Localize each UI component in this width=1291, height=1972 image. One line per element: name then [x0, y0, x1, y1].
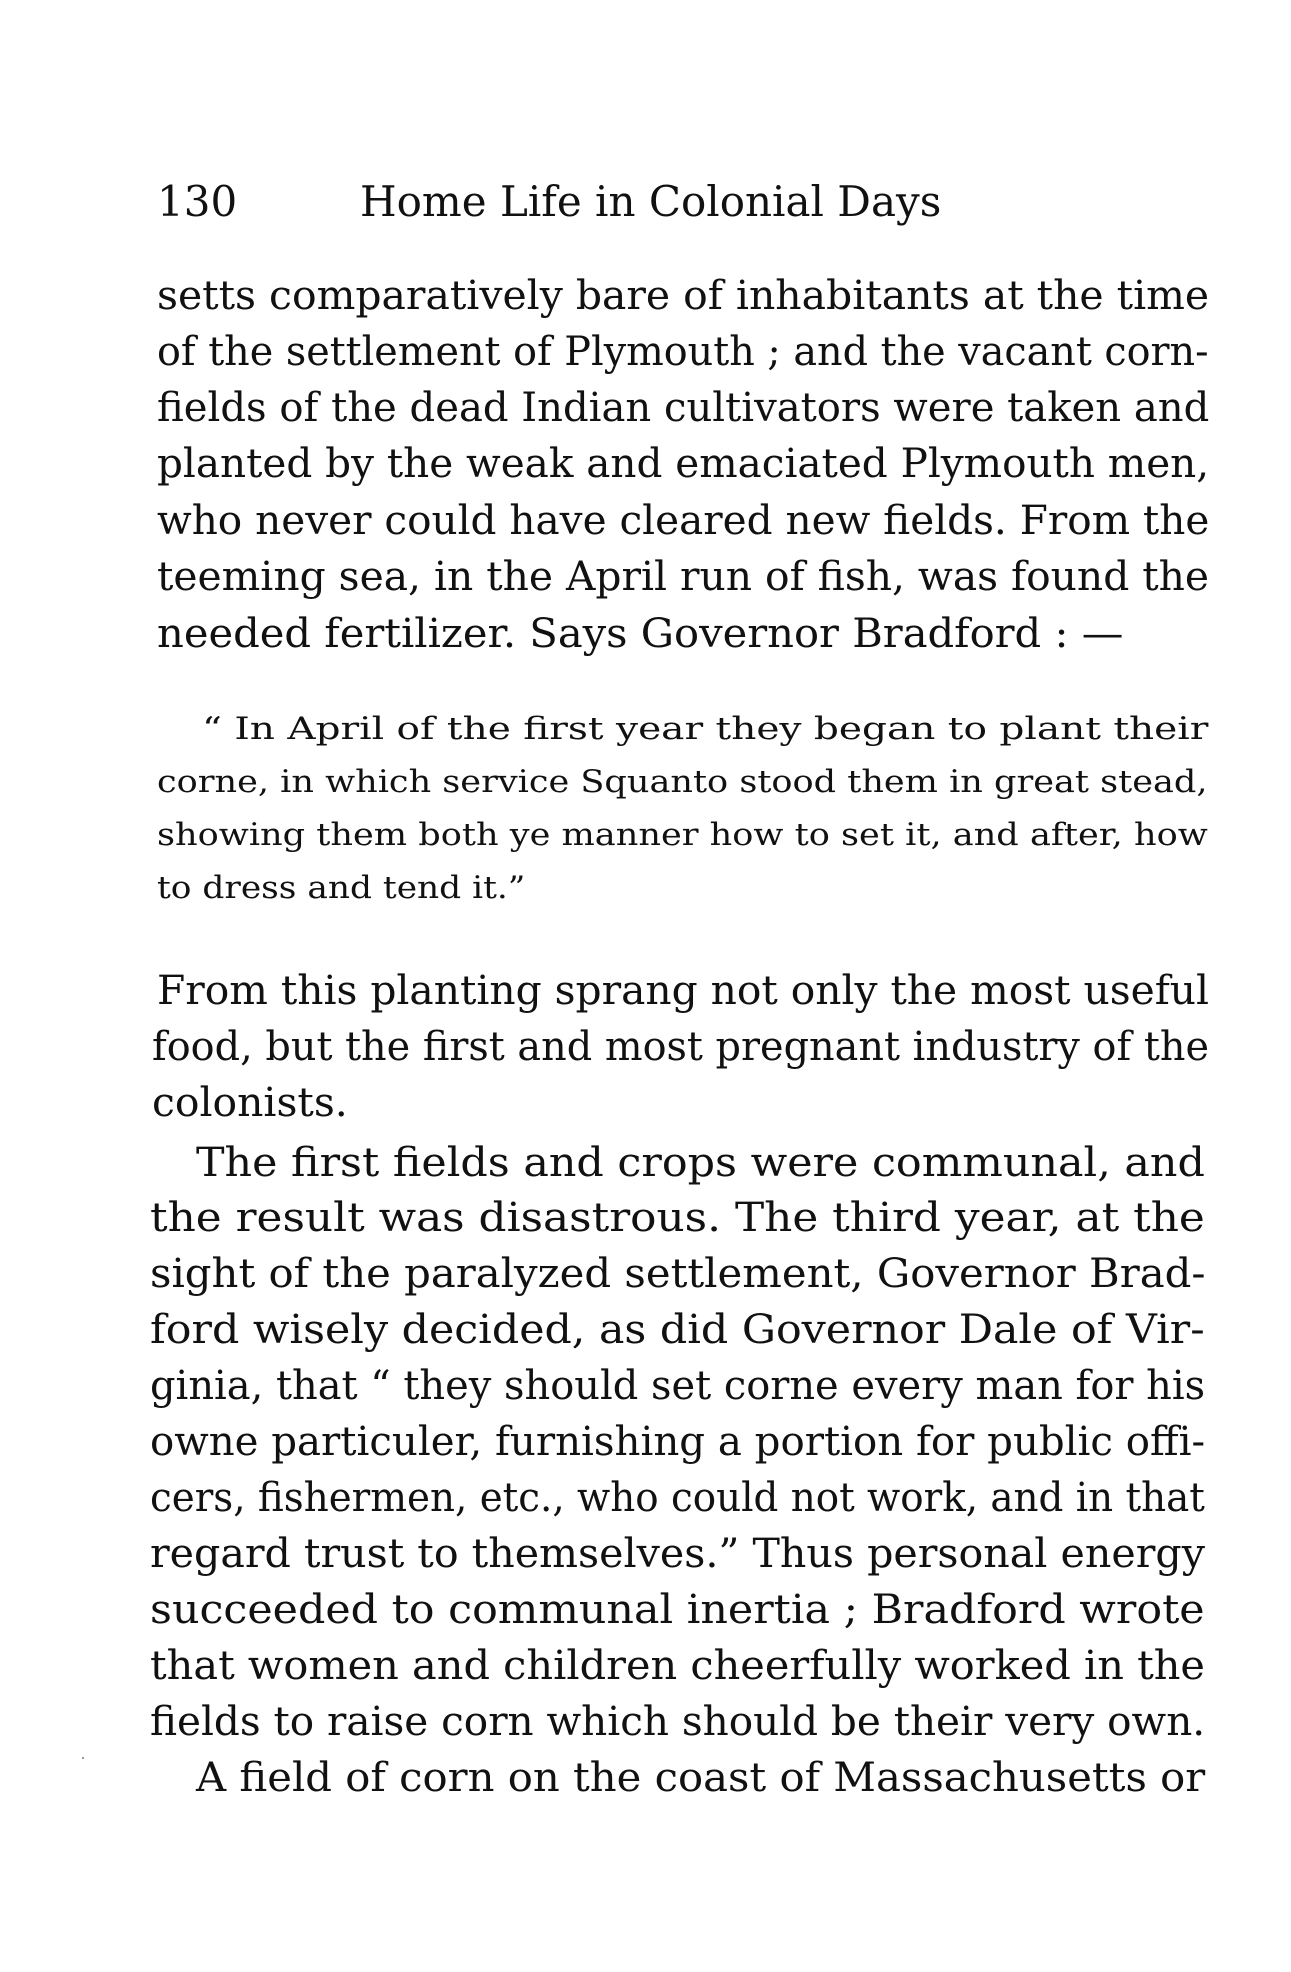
text-line: regard trust to themselves.” Thus personal energy — [150, 1531, 1205, 1577]
text-line: succeeded to communal inertia ; Bradford wrote — [150, 1587, 1205, 1633]
text-line: planted by the weak and emaciated Plymouth men, — [157, 441, 1210, 487]
page-number: 130 — [157, 177, 238, 226]
text-line: owne particuler, furnishing a portion for public offi- — [150, 1419, 1206, 1465]
quote-line: to dress and tend it.” — [157, 870, 526, 906]
text-line: who never could have cleared new fields. From the — [157, 498, 1210, 544]
text-line: The first fields and crops were communal, and — [196, 1140, 1205, 1186]
text-line: the result was disastrous. The third year, at the — [150, 1195, 1205, 1241]
text-line: fields to raise corn which should be their very own. — [150, 1699, 1206, 1745]
text-line: teeming sea, in the April run of fish, was found the — [157, 554, 1210, 600]
text-line: fields of the dead Indian cultivators were taken and — [157, 385, 1210, 431]
text-line: ford wisely decided, as did Governor Dale of Vir- — [150, 1307, 1205, 1353]
text-line: setts comparatively bare of inhabitants at the time — [157, 273, 1210, 319]
text-line: A field of corn on the coast of Massachusetts or — [196, 1755, 1206, 1801]
text-line: sight of the paralyzed settlement, Governor Brad- — [150, 1251, 1206, 1297]
running-head — [157, 172, 1237, 232]
text-line: food, but the first and most pregnant industry of the — [152, 1024, 1209, 1070]
text-line: colonists. — [152, 1080, 348, 1126]
text-line: cers, fishermen, etc., who could not work, and in that — [150, 1475, 1205, 1521]
quote-line: showing them both ye manner how to set it, and after, how — [157, 817, 1208, 853]
quote-line: “ In April of the first year they began to plant their — [202, 711, 1209, 747]
text-line: needed fertilizer. Says Governor Bradford : — — [157, 611, 1124, 657]
text-line: ginia, that “ they should set corne every man for his — [150, 1363, 1206, 1409]
running-title: Home Life in Colonial Days — [360, 177, 942, 226]
quote-line: corne, in which service Squanto stood them in great stead, — [157, 764, 1208, 800]
text-line: of the settlement of Plymouth ; and the vacant corn- — [157, 329, 1209, 375]
scan-speck — [82, 1757, 84, 1759]
text-line: From this planting sprang not only the most useful — [157, 968, 1210, 1014]
text-line: that women and children cheerfully worked in the — [150, 1643, 1205, 1689]
